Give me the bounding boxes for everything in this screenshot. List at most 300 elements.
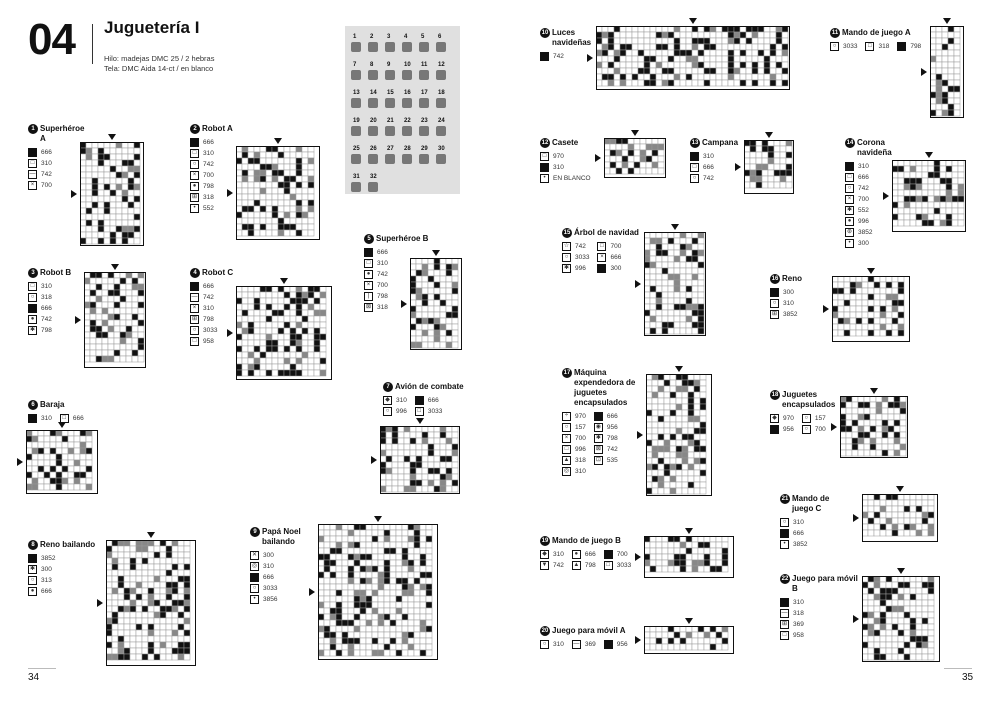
grid-cell [260, 370, 266, 376]
grid-cell [336, 584, 342, 590]
stitched-motif-icon [385, 154, 395, 164]
grid-cell [898, 294, 904, 300]
grid-cell [646, 162, 652, 168]
stitch-symbol-icon: — [573, 641, 580, 647]
grid-cell [154, 642, 160, 648]
grid-cell [296, 334, 302, 340]
grid-cell [698, 74, 704, 80]
color-legend [780, 598, 860, 640]
grid-cell [632, 44, 638, 50]
grid-cell [320, 364, 326, 370]
grid-cell [396, 590, 402, 596]
grid-cell [104, 184, 110, 190]
grid-cell [336, 626, 342, 632]
grid-cell [116, 220, 122, 226]
grid-cell [838, 318, 844, 324]
thread-code: 970 [553, 153, 564, 160]
grid-cell [112, 552, 118, 558]
center-marker-top-icon [925, 152, 933, 158]
section-number-badge: 13 [691, 140, 699, 146]
grid-cell [886, 594, 892, 600]
grid-cell [670, 416, 676, 422]
grid-cell [752, 62, 758, 68]
grid-cell [752, 50, 758, 56]
grid-cell [154, 564, 160, 570]
legend-item [845, 217, 872, 226]
grid-cell [428, 462, 434, 468]
grid-cell [184, 630, 190, 636]
grid-cell [868, 582, 874, 588]
grid-cell [682, 392, 688, 398]
grid-cell [416, 486, 422, 492]
pattern-grid-9 [318, 524, 438, 660]
grid-cell [86, 184, 92, 190]
grid-cell [680, 310, 686, 316]
grid-cell [428, 318, 434, 324]
grid-cell [928, 648, 934, 654]
grid-cell [92, 160, 98, 166]
center-marker-left-icon [227, 329, 233, 337]
grid-cell [136, 612, 142, 618]
grid-cell [384, 638, 390, 644]
grid-cell [882, 408, 888, 414]
grid-cell [148, 606, 154, 612]
grid-cell [98, 160, 104, 166]
grid-cell [378, 644, 384, 650]
stitch-symbol-icon: ■ [28, 148, 37, 157]
stitched-motif-icon [368, 98, 378, 108]
grid-cell [178, 546, 184, 552]
stitch-symbol-icon: ■ [845, 162, 854, 171]
grid-cell [786, 176, 792, 182]
grid-cell [284, 200, 290, 206]
grid-cell [390, 566, 396, 572]
grid-cell [940, 178, 946, 184]
grid-cell [850, 330, 856, 336]
thread-code: 798 [606, 435, 618, 442]
grid-cell [680, 62, 686, 68]
grid-cell [254, 298, 260, 304]
legend-item [540, 561, 564, 570]
grid-cell [360, 644, 366, 650]
grid-cell [682, 398, 688, 404]
grid-cell [266, 310, 272, 316]
grid-cell [658, 410, 664, 416]
grid-cell [728, 74, 734, 80]
grid-cell [324, 608, 330, 614]
grid-cell [132, 302, 138, 308]
grid-cell [764, 44, 770, 50]
grid-cell [844, 324, 850, 330]
grid-cell [652, 488, 658, 494]
grid-cell [440, 306, 446, 312]
grid-cell [886, 642, 892, 648]
grid-cell [662, 548, 668, 554]
grid-cell [124, 582, 130, 588]
grid-cell [404, 468, 410, 474]
grid-cell [852, 450, 858, 456]
grid-cell [56, 478, 62, 484]
legend-item [28, 293, 52, 302]
grid-cell [260, 194, 266, 200]
grid-cell [722, 548, 728, 554]
grid-cell [272, 292, 278, 298]
grid-cell [402, 644, 408, 650]
grid-cell [780, 182, 786, 188]
grid-cell [952, 190, 958, 196]
grid-cell [284, 218, 290, 224]
grid-cell [722, 80, 728, 86]
grid-cell [668, 44, 674, 50]
grid-cell [80, 484, 86, 490]
grid-cell [384, 626, 390, 632]
grid-cell [404, 438, 410, 444]
grid-cell [134, 166, 140, 172]
grid-cell [360, 542, 366, 548]
grid-cell [124, 630, 130, 636]
grid-cell [408, 548, 414, 554]
grid-cell [650, 244, 656, 250]
grid-cell [900, 426, 906, 432]
grid-cell [130, 552, 136, 558]
grid-cell [96, 356, 102, 362]
grid-cell [426, 626, 432, 632]
grid-cell [284, 358, 290, 364]
grid-cell [102, 284, 108, 290]
grid-cell [126, 326, 132, 332]
grid-cell [360, 584, 366, 590]
grid-cell [740, 50, 746, 56]
grid-cell [692, 304, 698, 310]
legend-item [562, 434, 586, 443]
grid-cell [308, 206, 314, 212]
grid-cell [864, 432, 870, 438]
grid-cell [302, 152, 308, 158]
grid-cell [254, 304, 260, 310]
grid-cell [722, 644, 728, 650]
grid-cell [320, 340, 326, 346]
legend-item [604, 550, 631, 559]
section-title-text: Baraja [40, 400, 65, 409]
stitch-symbol-icon: ■ [28, 554, 37, 563]
grid-cell [668, 68, 674, 74]
grid-cell [758, 44, 764, 50]
sampler-picture [345, 26, 460, 194]
grid-cell [452, 336, 458, 342]
grid-cell [704, 80, 710, 86]
grid-cell [114, 338, 120, 344]
pattern-section-9 [250, 527, 310, 604]
grid-cell [272, 206, 278, 212]
grid-cell [904, 166, 910, 172]
grid-cell [372, 548, 378, 554]
stitch-symbol-icon: × [190, 171, 199, 180]
grid-cell [662, 322, 668, 328]
stitched-motif-icon [402, 42, 412, 52]
grid-cell [940, 166, 946, 172]
grid-cell [402, 530, 408, 536]
grid-cell [96, 296, 102, 302]
grid-cell [166, 648, 172, 654]
grid-cell [402, 542, 408, 548]
grid-cell [254, 200, 260, 206]
grid-cell [846, 408, 852, 414]
grid-cell [946, 166, 952, 172]
grid-cell [130, 576, 136, 582]
grid-cell [768, 158, 774, 164]
grid-cell [886, 324, 892, 330]
thread-code: 742 [553, 53, 564, 60]
grid-cell [650, 44, 656, 50]
grid-cell [916, 172, 922, 178]
center-marker-top-icon [108, 134, 116, 140]
grid-cell [428, 312, 434, 318]
grid-cell [686, 638, 692, 644]
grid-cell [372, 650, 378, 656]
grid-cell [662, 268, 668, 274]
grid-cell [638, 56, 644, 62]
grid-cell [910, 618, 916, 624]
grid-cell [700, 428, 706, 434]
grid-cell [662, 638, 668, 644]
stitch-symbol-icon: ■ [28, 414, 37, 423]
grid-cell [868, 606, 874, 612]
stitch-symbol-icon: ○ [28, 576, 37, 585]
stitched-motif-icon [368, 154, 378, 164]
grid-cell [874, 600, 880, 606]
grid-cell [758, 32, 764, 38]
grid-cell [354, 530, 360, 536]
grid-cell [692, 62, 698, 68]
grid-cell [410, 456, 416, 462]
grid-cell [688, 440, 694, 446]
grid-cell [62, 460, 68, 466]
grid-cell [354, 644, 360, 650]
legend-item [562, 264, 589, 273]
grid-cell [892, 612, 898, 618]
grid-cell [128, 160, 134, 166]
grid-cell [118, 654, 124, 660]
grid-cell [408, 554, 414, 560]
stitch-symbol-icon: — [191, 294, 198, 300]
grid-cell [888, 426, 894, 432]
grid-cell [688, 386, 694, 392]
grid-cell [108, 284, 114, 290]
grid-cell [148, 648, 154, 654]
grid-cell [446, 480, 452, 486]
grid-cell [272, 328, 278, 334]
grid-cell [434, 300, 440, 306]
pattern-section-7 [383, 382, 473, 416]
grid-cell [680, 328, 686, 334]
grid-cell [952, 214, 958, 220]
grid-cell [134, 172, 140, 178]
grid-cell [366, 632, 372, 638]
grid-cell [254, 158, 260, 164]
grid-cell [428, 432, 434, 438]
grid-cell [104, 238, 110, 244]
grid-cell [662, 250, 668, 256]
grid-cell [296, 188, 302, 194]
grid-cell [302, 298, 308, 304]
grid-cell [284, 212, 290, 218]
grid-cell [858, 426, 864, 432]
grid-cell [416, 282, 422, 288]
grid-cell [686, 262, 692, 268]
grid-cell [658, 440, 664, 446]
grid-cell [874, 306, 880, 312]
grid-cell [408, 602, 414, 608]
grid-cell [128, 238, 134, 244]
grid-cell [700, 404, 706, 410]
grid-cell [674, 554, 680, 560]
grid-cell [248, 322, 254, 328]
stitch-symbol-icon: ○ [190, 160, 199, 169]
grid-cell [426, 608, 432, 614]
grid-cell [440, 324, 446, 330]
grid-cell [882, 426, 888, 432]
grid-cell [428, 474, 434, 480]
grid-cell [296, 304, 302, 310]
grid-cell [242, 164, 248, 170]
grid-cell [296, 316, 302, 322]
grid-cell [686, 56, 692, 62]
grid-cell [68, 436, 74, 442]
grid-cell [916, 582, 922, 588]
grid-cell [838, 312, 844, 318]
grid-cell [446, 474, 452, 480]
grid-cell [674, 304, 680, 310]
grid-cell [402, 572, 408, 578]
center-marker-left-icon [97, 599, 103, 607]
grid-cell [134, 190, 140, 196]
fabric-info: Tela: DMC Aida 14-ct / en blanco [104, 64, 214, 73]
center-marker-left-icon [635, 636, 641, 644]
grid-cell [686, 292, 692, 298]
grid-cell [894, 426, 900, 432]
grid-cell [302, 292, 308, 298]
grid-cell [686, 268, 692, 274]
grid-cell [954, 32, 960, 38]
legend-item [802, 414, 826, 423]
grid-cell [656, 316, 662, 322]
grid-cell [112, 558, 118, 564]
legend-item [845, 206, 872, 215]
grid-cell [698, 80, 704, 86]
grid-cell [248, 152, 254, 158]
pattern-grid-7 [380, 426, 460, 494]
grid-cell [692, 286, 698, 292]
grid-cell [694, 416, 700, 422]
legend-item [845, 195, 872, 204]
center-marker-left-icon [735, 163, 741, 171]
grid-cell [366, 578, 372, 584]
grid-cell [602, 68, 608, 74]
grid-cell [260, 230, 266, 236]
grid-cell [392, 462, 398, 468]
grid-cell [698, 310, 704, 316]
grid-cell [934, 184, 940, 190]
grid-cell [864, 444, 870, 450]
grid-cell [118, 600, 124, 606]
grid-cell [410, 444, 416, 450]
grid-cell [116, 154, 122, 160]
grid-cell [868, 530, 874, 536]
grid-cell [62, 448, 68, 454]
grid-cell [868, 288, 874, 294]
grid-cell [880, 518, 886, 524]
grid-cell [934, 220, 940, 226]
grid-cell [248, 194, 254, 200]
grid-cell [96, 332, 102, 338]
grid-cell [770, 32, 776, 38]
grid-cell [876, 450, 882, 456]
grid-cell [894, 438, 900, 444]
grid-cell [302, 370, 308, 376]
grid-cell [112, 624, 118, 630]
grid-cell [698, 566, 704, 572]
grid-cell [674, 250, 680, 256]
grid-cell [954, 74, 960, 80]
stitch-symbol-icon: □ [28, 282, 37, 291]
grid-cell [682, 440, 688, 446]
grid-cell [254, 218, 260, 224]
grid-cell [898, 300, 904, 306]
grid-cell [130, 564, 136, 570]
grid-cell [922, 612, 928, 618]
grid-cell [120, 302, 126, 308]
grid-cell [668, 244, 674, 250]
legend-item [250, 584, 277, 593]
grid-cell [940, 184, 946, 190]
grid-cell [254, 224, 260, 230]
grid-cell [330, 578, 336, 584]
grid-cell [90, 296, 96, 302]
grid-cell [656, 644, 662, 650]
grid-cell [366, 530, 372, 536]
grid-cell [868, 330, 874, 336]
grid-cell [916, 500, 922, 506]
grid-cell [954, 92, 960, 98]
center-marker-left-icon [371, 456, 377, 464]
grid-cell [130, 630, 136, 636]
grid-cell [112, 636, 118, 642]
grid-cell [396, 536, 402, 542]
grid-cell [916, 202, 922, 208]
grid-cell [402, 584, 408, 590]
grid-cell [284, 316, 290, 322]
grid-cell [916, 178, 922, 184]
grid-cell [396, 602, 402, 608]
grid-cell [676, 398, 682, 404]
grid-cell [110, 166, 116, 172]
grid-cell [640, 168, 646, 174]
grid-cell [142, 630, 148, 636]
grid-cell [670, 434, 676, 440]
grid-cell [90, 350, 96, 356]
grid-cell [886, 612, 892, 618]
legend-item [190, 182, 214, 191]
pattern-section-20 [540, 626, 660, 649]
footer-rule-left [28, 668, 56, 669]
grid-cell [242, 176, 248, 182]
grid-cell [716, 548, 722, 554]
grid-cell [698, 644, 704, 650]
grid-cell [384, 650, 390, 656]
section-title [690, 138, 750, 148]
grid-cell [384, 590, 390, 596]
grid-cell [686, 304, 692, 310]
